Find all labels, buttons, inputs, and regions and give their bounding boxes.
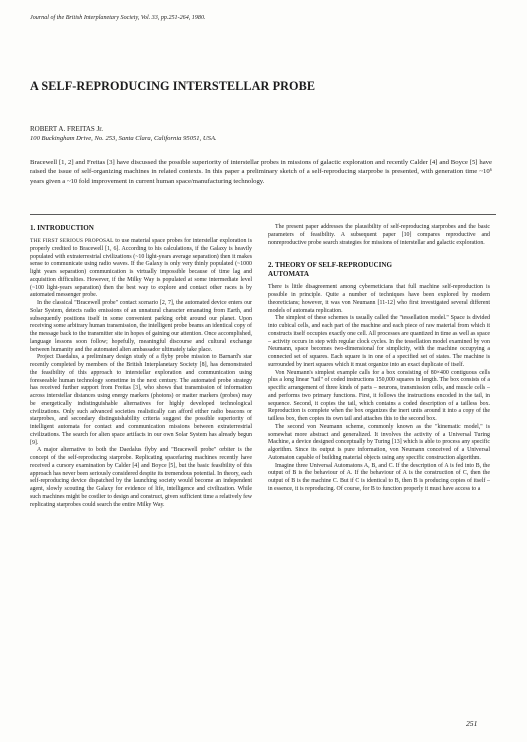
theory-paragraph-3: Von Neumann's simplest example calls for a box consisting of 80×400 contiguous cells plus a long linear "tail" of coded instructions 150,000 squares in length. The box consists of a specific arrangement of three kinds of parts – neurons, transmission cells, and muscle cells – and performs two primary functions. First, it follows the instructions encoded in the tail, in sequence. Second, it copies the tail, which contains a coded description of a tailless box. Reproduction is complete when the box organizes the inert units around it into a copy of the tailless box, then copies its own tail and attaches this to the second box. xyxy=(268,369,490,422)
abstract-divider xyxy=(30,214,496,215)
right-column xyxy=(268,224,490,494)
page-number: 251 xyxy=(466,719,478,728)
author-affiliation: 100 Buckingham Drive, No. 253, Santa Clara, California 95051, USA. xyxy=(30,135,217,142)
journal-header: Journal of the British Interplanetary Society, Vol. 33, pp.251-264, 1980. xyxy=(30,15,206,21)
abstract: Bracewell [1, 2] and Freitas [3] have discussed the possible superiority of interstellar probes in missions of galactic exploration and recently Calder [4] and Boyce [5] have raised the issue of self-organizing machines in related contexts. In this paper a preliminary sketch of a self-reproducing starprobe is presented, with generation time ~10⁶ years given a ~10 fold improvement in current human space/manufacturing technology. xyxy=(30,159,492,185)
left-column xyxy=(30,224,252,509)
section-heading-theory xyxy=(268,261,490,279)
theory-paragraph-4: The second von Neumann scheme, commonly known as the "kinematic model," is somewhat more abstract and generalized. It involves the activity of a Universal Turing Machine, a device designed conceptually by Turing [13] which is able to process any specific algorithm. Since its output is pure information, von Neumann conceived of a Universal Automaton capable of building material objects using any specific construction algorithm. xyxy=(268,423,490,461)
intro-paragraph-2: In the classical "Bracewell probe" contact scenario [2, 7], the automated device enters our Solar System, detects radio emissions of an unnatural character emanating from Earth, and subsequently positions itself in some convenient parking orbit around our planet. Upon receiving some arbitrary human transmission, the intelligent probe beams an identical copy of the message back to the transmitter site in hopes of gaining our attention. Once accomplished, language lessons soon follow; hopefully, meaningful discourse and cultural exchange between humanity and the automated alien ambassador ultimately take place. xyxy=(30,300,252,353)
intro-paragraph-3: Project Daedalus, a preliminary design study of a flyby probe mission to Barnard's star recently completed by members of the British Interplanetary Society [8], has demonstrated the feasibility of this approach to interstellar exploration and communication using foreseeable human technology sometime in the next century. The automated probe strategy has received further support from Freitas [3], who shows that transmission of information across interstellar distances using energy markers (photons) or matter markers (probes) may be energetically indistinguishable alternatives for highly developed technological civilizations. Only such advanced societies realistically can afford either radio beacons or starprobes, and secondary distinguishability criteria suggest the possible superiority of intelligent automata for contact and communication missions between extraterrestrial civilizations. The search for alien space artifacts in our own Solar System has already begun [9]. xyxy=(30,354,252,446)
lead-in-caps: THE FIRST SERIOUS PROPOSAL xyxy=(30,238,114,244)
intro-paragraph-4: A major alternative to both the Daedalus flyby and "Bracewell probe" orbiter is the concept of the self-reproducing starprobe. Replicating spacefaring machines recently have received a cursory examination by Calder [4] and Boyce [5], but the basic feasibility of this approach has never been seriously considered despite its tremendous potential. In theory, each self-reproducing device dispatched by the launching society would become an independent agent, slowly scouting the Galaxy for evidence of life, intelligence and civilization. While such machines might be costlier to design and construct, given sufficient time a relatively few replicating starprobes could search the entire Milky Way. xyxy=(30,447,252,508)
section-heading-introduction: 1. INTRODUCTION xyxy=(30,224,94,232)
section-heading-theory-line-1: 2. THEORY OF SELF-REPRODUCING xyxy=(268,261,393,270)
intro-paragraph-5: The present paper addresses the plausibility of self-reproducing starprobes and the basic parameters of feasibility. A subsequent paper [10] compares reproductive and nonreproductive probe search strategies for missions of interstellar and galactic exploration. xyxy=(268,224,490,246)
section-heading-theory-line-2: AUTOMATA xyxy=(268,270,309,279)
author-name: ROBERT A. FREITAS Jr. xyxy=(30,125,103,133)
article-title: A SELF-REPRODUCING INTERSTELLAR PROBE xyxy=(30,79,316,93)
intro-paragraph-1-text: to use material space probes for interstellar exploration is properly credited to Bracewell [1, 6]. According to his calculations, if the Galaxy is heavily populated with extraterrestrial civilizations (~10 light-years average separation) then it makes sense to communicate using radio waves. If the Galaxy is only very thinly populated (~1000 light years separation) communication is virtually impossible because of time lag and acquisition difficulties. However, if the Milky Way is populated at some intermediate level (~100 light-years separation) then the best way to explore and contact other races is by automated messenger probe. xyxy=(30,238,252,299)
theory-paragraph-1: There is little disagreement among cyberneticians that full machine self-reproduction is possible in principle. Quite a number of techniques have been explored by modern theoreticians; however, it was von Neumann [11-12] who first investigated several different models of automata replication. xyxy=(268,284,490,314)
theory-paragraph-2: The simplest of these schemes is usually called the "tessellation model." Space is divided into cubical cells, and each part of the machine and each piece of raw material from which it constructs itself occupies exactly one cell. All processes are quantized in time as well as space – activity occurs in step with regular clock cycles. In the tessellation model examined by von Neumann, space becomes two-dimensional for simplicity, with the machine occupying a connected set of squares. Each square is in one of a specified set of states. The machine is surrounded by inert squares which it must organize into an exact duplicate of itself. xyxy=(268,315,490,368)
theory-paragraph-5: Imagine three Universal Automatons A, B, and C. If the description of A is fed into B, the output of B is the behaviour of A. If the behaviour of A is the construction of C, then the output of B is the machine C. But if C is identical to B, then B is producing copies of itself – in essence, it is reproducing. Of course, for B to function properly it must have access to a xyxy=(268,462,490,492)
intro-paragraph-1 xyxy=(30,238,252,300)
